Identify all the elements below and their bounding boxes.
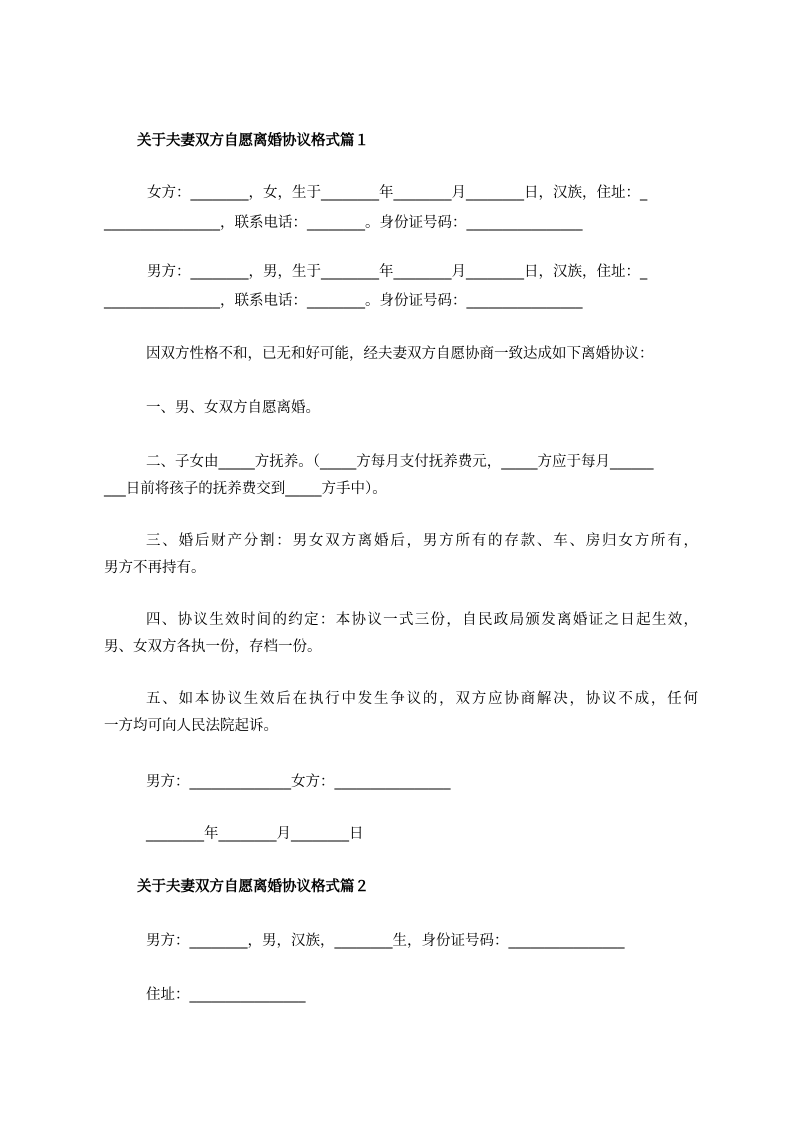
female-info-line2: ________________，联系电话：________。身份证号码：________________	[104, 215, 583, 231]
clause-2-line1: 二、子女由_____方抚养。（_____方每月支付抚养费元，_____方应于每月______	[146, 454, 654, 470]
clause-5-line2: 一方均可向人民法院起诉。	[104, 718, 278, 734]
female-info-line1: 女方：________，女，生于________年________月________日，汉族，住址：_	[147, 185, 648, 201]
section2-title: 关于夫妻双方自愿离婚协议格式篇２	[137, 879, 369, 895]
clause-4-line2: 男、女双方各执一份，存档一份。	[104, 639, 322, 655]
section1-title: 关于夫妻双方自愿离婚协议格式篇１	[137, 133, 369, 149]
male-info-line1: 男方：________，男，生于________年________月________日，汉族，住址：_	[147, 264, 648, 280]
section2-address: 住址：________________	[146, 987, 306, 1003]
clause-1: 一、男、女双方自愿离婚。	[146, 400, 320, 416]
clause-2-line2: ___日前将孩子的抚养费交到_____方手中）。	[104, 481, 387, 497]
section2-male-info: 男方：________，男，汉族，________生，身份证号码：________________	[146, 933, 625, 949]
clause-3-line2: 男方不再持有。	[104, 560, 206, 576]
clause-3-line1: 三、婚后财产分割：男女双方离婚后，男方所有的存款、车、房归女方所有，	[146, 533, 698, 549]
clause-5-line1: 五、如本协议生效后在执行中发生争议的，双方应协商解决，协议不成，任何	[146, 691, 698, 707]
clause-4-line1: 四、协议生效时间的约定：本协议一式三份，自民政局颁发离婚证之日起生效，	[146, 612, 698, 628]
date-line: ________年________月________日	[146, 826, 364, 842]
agreement-intro: 因双方性格不和，已无和好可能，经夫妻双方自愿协商一致达成如下离婚协议：	[146, 346, 654, 362]
male-info-line2: ________________，联系电话：________。身份证号码：________________	[104, 293, 583, 309]
signature-line: 男方：______________女方：________________	[146, 774, 451, 790]
